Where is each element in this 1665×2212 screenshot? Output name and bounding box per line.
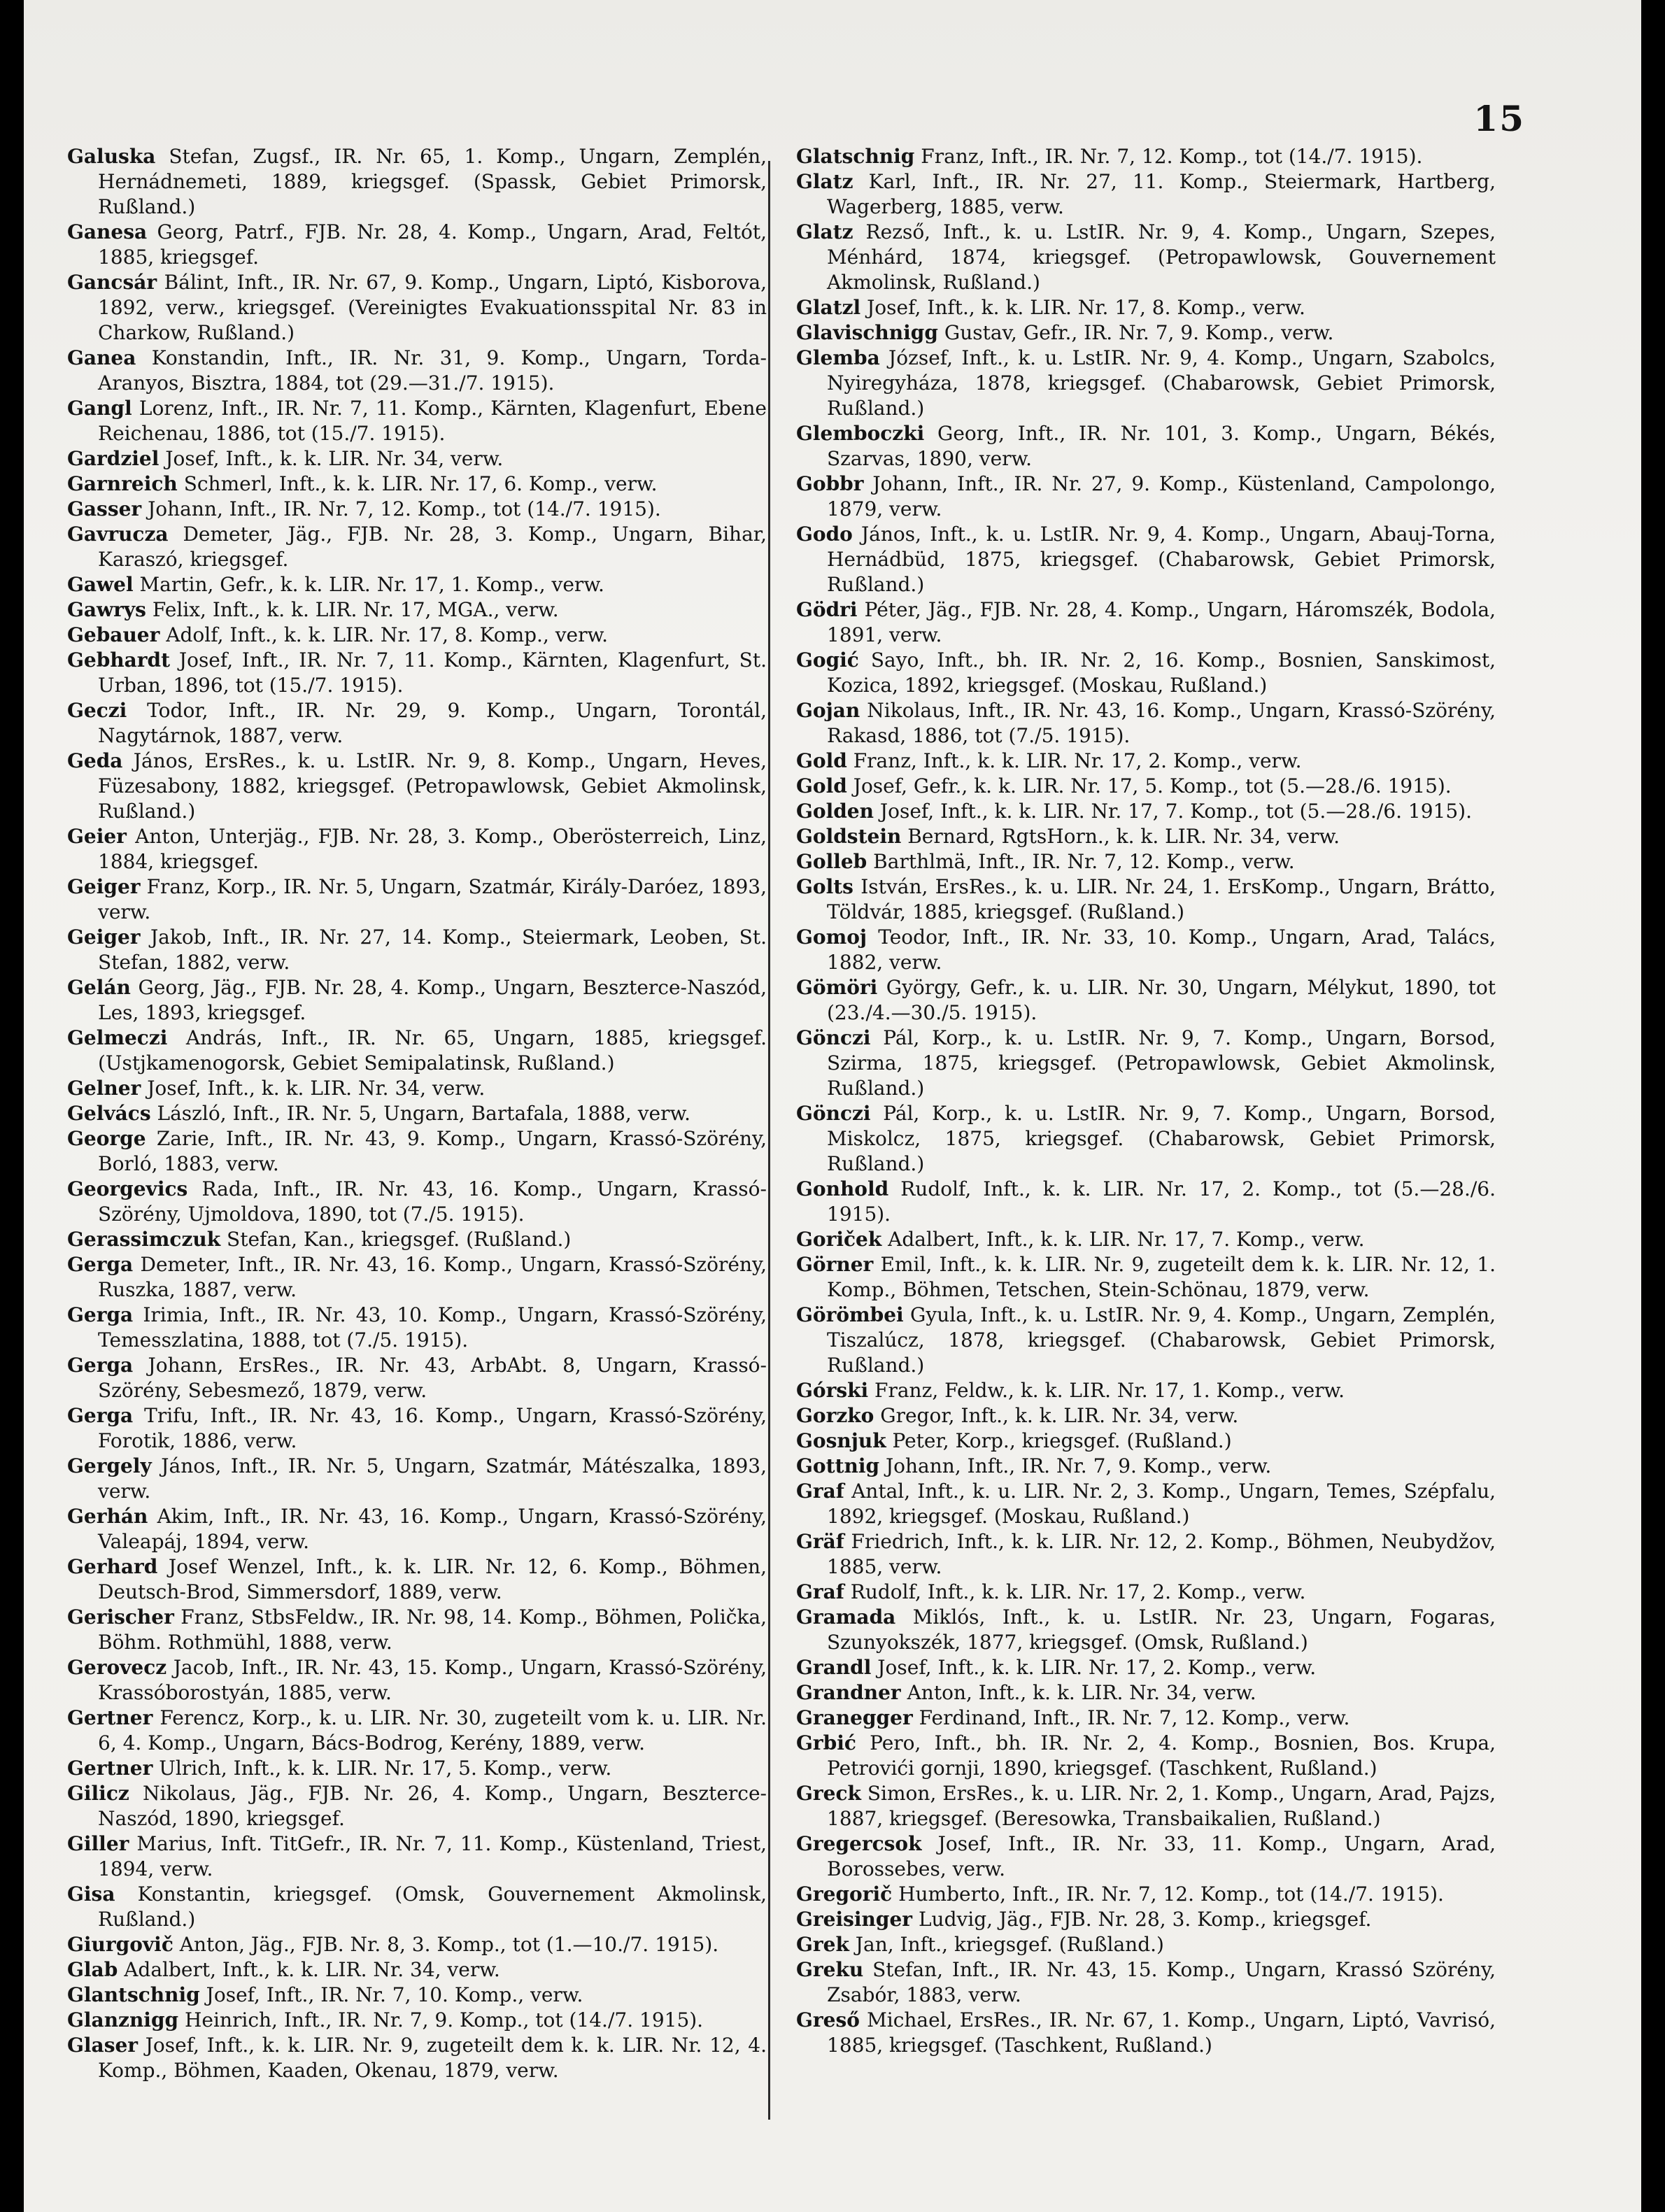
entry-details: Stefan, Inft., IR. Nr. 43, 15. Komp., Ungarn, Krassó Szörény, Zsabór, 1883, verw. [827, 1958, 1496, 2006]
entry-details: Konstandin, Inft., IR. Nr. 31, 9. Komp., Ungarn, Torda-Aranyos, Bisztra, 1884, tot (29.—31./7. 1915). [98, 346, 767, 395]
entry-details: Akim, Inft., IR. Nr. 43, 16. Komp., Ungarn, Krassó-Szörény, Valeapáj, 1894, verw. [98, 1505, 767, 1553]
entry-surname: Gertner [67, 1757, 153, 1780]
entry-surname: Glaser [67, 2034, 139, 2057]
casualty-entry [796, 522, 1496, 597]
entry-surname: Gerischer [67, 1605, 174, 1629]
casualty-entry [67, 623, 767, 648]
casualty-entry [796, 1957, 1496, 2008]
entry-surname: Giller [67, 1832, 129, 1855]
entry-details: Teodor, Inft., IR. Nr. 33, 10. Komp., Ungarn, Arad, Talács, 1882, verw. [827, 926, 1496, 974]
entry-surname: Gojan [796, 699, 860, 722]
entry-details: Anton, Inft., k. k. LIR. Nr. 34, verw. [907, 1681, 1256, 1704]
entry-details: Péter, Jäg., FJB. Nr. 28, 4. Komp., Ungarn, Háromszék, Bodola, 1891, verw. [827, 598, 1496, 646]
entry-surname: Görner [796, 1253, 874, 1276]
entry-surname: Gerga [67, 1404, 134, 1427]
casualty-entry [67, 396, 767, 446]
entry-surname: Gerga [67, 1303, 134, 1326]
casualty-entry [796, 169, 1496, 220]
casualty-entry [67, 346, 767, 396]
casualty-entry [67, 1227, 767, 1252]
entry-details: György, Gefr., k. u. LIR. Nr. 30, Ungarn, Mélykut, 1890, tot (23./4.—30./5. 1915). [827, 976, 1496, 1024]
casualty-entry [796, 698, 1496, 749]
entry-details: Franz, Feldw., k. k. LIR. Nr. 17, 1. Komp., verw. [874, 1379, 1345, 1402]
casualty-entry [796, 144, 1496, 169]
entry-details: József, Inft., k. u. LstIR. Nr. 9, 4. Komp., Ungarn, Szabolcs, Nyiregyháza, 1878, kriegsgef. (Chabarowsk, Gebiet Primorsk, Rußland.) [827, 346, 1496, 420]
casualty-entry [796, 1882, 1496, 1907]
casualty-entry [796, 1932, 1496, 1957]
entry-surname: Gerga [67, 1354, 134, 1377]
entry-details: Bálint, Inft., IR. Nr. 67, 9. Komp., Ungarn, Liptó, Kisborova, 1892, verw., kriegsgef. (Vereinigtes Evakuationsspital Nr. 83 in Charkow, Rußland.) [98, 271, 767, 344]
entry-details: Michael, ErsRes., IR. Nr. 67, 1. Komp., Ungarn, Liptó, Vavrisó, 1885, kriegsgef. (Taschkent, Rußland.) [827, 2008, 1496, 2057]
scan-border-right [1641, 0, 1665, 2212]
casualty-entry [67, 1655, 767, 1706]
entry-surname: Glantschnig [67, 1983, 200, 2006]
entry-details: Martin, Gefr., k. k. LIR. Nr. 17, 1. Komp., verw. [139, 573, 604, 596]
casualty-entry [796, 1177, 1496, 1227]
casualty-entry [796, 1655, 1496, 1680]
entry-surname: Gergely [67, 1454, 152, 1477]
entry-surname: Granegger [796, 1706, 913, 1729]
entry-details: Pero, Inft., bh. IR. Nr. 2, 4. Komp., Bosnien, Bos. Krupa, Petrovići gornji, 1890, kriegsgef. (Taschkent, Rußland.) [827, 1731, 1496, 1780]
entry-details: Josef, Inft., k. k. LIR. Nr. 17, 7. Komp., tot (5.—28./6. 1915). [879, 800, 1472, 823]
casualty-entry [67, 220, 767, 270]
entry-details: Emil, Inft., k. k. LIR. Nr. 9, zugeteilt dem k. k. LIR. Nr. 12, 1. Komp., Böhmen, Tetschen, Stein-Schönau, 1879, verw. [827, 1253, 1496, 1301]
casualty-entry [796, 1479, 1496, 1529]
entry-details: Nikolaus, Inft., IR. Nr. 43, 16. Komp., Ungarn, Krassó-Szörény, Rakasd, 1886, tot (7./5. 1915). [827, 699, 1496, 747]
casualty-entry [796, 1605, 1496, 1655]
entry-details: Johann, Inft., IR. Nr. 27, 9. Komp., Küstenland, Campolongo, 1879, verw. [827, 472, 1496, 520]
entry-surname: Gerga [67, 1253, 134, 1276]
entry-details: Georg, Inft., IR. Nr. 101, 3. Komp., Ungarn, Békés, Szarvas, 1890, verw. [827, 422, 1496, 470]
entry-surname: Gorzko [796, 1404, 874, 1427]
entry-details: Rada, Inft., IR. Nr. 43, 16. Komp., Ungarn, Krassó-Szörény, Ujmoldova, 1890, tot (7./5. 1915). [98, 1177, 767, 1226]
left-column [67, 144, 767, 2083]
casualty-entry [67, 270, 767, 346]
entry-details: Trifu, Inft., IR. Nr. 43, 16. Komp., Ungarn, Krassó-Szörény, Forotik, 1886, verw. [98, 1404, 767, 1452]
entry-surname: Gerhán [67, 1505, 148, 1528]
entry-details: István, ErsRes., k. u. LIR. Nr. 24, 1. ErsKomp., Ungarn, Brátto, Töldvár, 1885, kriegsgef. (Rußland.) [827, 875, 1496, 923]
entry-details: Gustav, Gefr., IR. Nr. 7, 9. Komp., verw. [944, 321, 1334, 344]
entry-surname: Greku [796, 1958, 864, 1981]
entry-surname: Giurgovič [67, 1933, 173, 1956]
casualty-entry [796, 1378, 1496, 1403]
entry-details: Josef, Inft., k. k. LIR. Nr. 34, verw. [147, 1077, 486, 1100]
casualty-entry [796, 824, 1496, 849]
entry-surname: Geier [67, 825, 127, 848]
entry-details: Miklós, Inft., k. u. LstIR. Nr. 23, Ungarn, Fogaras, Szunyokszék, 1877, kriegsgef. (Omsk, Rußland.) [827, 1605, 1496, 1654]
entry-surname: Gold [796, 749, 847, 772]
casualty-entry [796, 1731, 1496, 1781]
entry-surname: Gasser [67, 497, 142, 520]
entry-details: Rudolf, Inft., k. k. LIR. Nr. 17, 2. Komp., verw. [850, 1580, 1306, 1603]
entry-surname: Gönczi [796, 1102, 871, 1125]
entry-surname: Glatz [796, 170, 853, 193]
casualty-entry [796, 1026, 1496, 1101]
entry-details: Barthlmä, Inft., IR. Nr. 7, 12. Komp., verw. [873, 850, 1295, 873]
entry-surname: Grbić [796, 1731, 856, 1754]
casualty-entry [796, 849, 1496, 874]
entry-surname: Gomoj [796, 926, 867, 949]
casualty-entry [67, 824, 767, 874]
entry-details: Pál, Korp., k. u. LstIR. Nr. 9, 7. Komp., Ungarn, Borsod, Miskolcz, 1875, kriegsgef. (Chabarowsk, Gebiet Primorsk, Rußland.) [827, 1102, 1496, 1175]
entry-surname: Golleb [796, 850, 867, 873]
casualty-entry [67, 472, 767, 497]
entry-details: Irimia, Inft., IR. Nr. 43, 10. Komp., Ungarn, Krassó-Szörény, Temesszlatina, 1888, tot (7./5. 1915). [98, 1303, 767, 1352]
entry-details: Antal, Inft., k. u. LIR. Nr. 2, 3. Komp., Ungarn, Temes, Szépfalu, 1892, kriegsgef. (Moskau, Rußland.) [827, 1480, 1496, 1528]
casualty-entry [796, 1403, 1496, 1428]
entry-details: Johann, Inft., IR. Nr. 7, 9. Komp., verw. [885, 1454, 1272, 1477]
entry-surname: Górski [796, 1379, 869, 1402]
casualty-entry [796, 1580, 1496, 1605]
casualty-entry [796, 925, 1496, 975]
casualty-entry [796, 1428, 1496, 1454]
entry-surname: Geda [67, 749, 123, 772]
entry-details: Franz, Korp., IR. Nr. 5, Ungarn, Szatmár, Király-Daróez, 1893, verw. [98, 875, 767, 923]
entry-surname: Goldstein [796, 825, 902, 848]
entry-surname: Glatzl [796, 296, 861, 319]
entry-surname: Gelmeczi [67, 1026, 168, 1049]
entry-surname: Gömöri [796, 976, 878, 999]
casualty-entry [67, 1504, 767, 1554]
entry-surname: Glatschnig [796, 145, 915, 168]
casualty-entry [67, 1882, 767, 1932]
entry-surname: Goriček [796, 1228, 882, 1251]
entry-surname: Gawel [67, 573, 134, 596]
entry-surname: Gebhardt [67, 648, 171, 672]
entry-details: Demeter, Jäg., FJB. Nr. 28, 3. Komp., Ungarn, Bihar, Karaszó, kriegsgef. [98, 523, 767, 571]
casualty-entry [67, 1252, 767, 1303]
entry-details: Franz, Inft., k. k. LIR. Nr. 17, 2. Komp., verw. [853, 749, 1302, 772]
entry-surname: Gisa [67, 1883, 115, 1906]
entry-surname: Gancsár [67, 271, 157, 294]
casualty-entry [67, 1403, 767, 1454]
casualty-entry [67, 1554, 767, 1605]
entry-details: Rezső, Inft., k. u. LstIR. Nr. 9, 4. Komp., Ungarn, Szepes, Ménhárd, 1874, kriegsgef. (Petropawlowsk, Gouvernement Akmolinsk, Rußland.) [827, 220, 1496, 294]
casualty-entry [796, 1252, 1496, 1303]
entry-surname: Greső [796, 2008, 860, 2032]
entry-details: Felix, Inft., k. k. LIR. Nr. 17, MGA., verw. [152, 598, 559, 621]
right-column [796, 144, 1496, 2058]
casualty-entry [67, 1781, 767, 1831]
entry-details: Stefan, Zugsf., IR. Nr. 65, 1. Komp., Ungarn, Zemplén, Hernádnemeti, 1889, kriegsgef. (Spassk, Gebiet Primorsk, Rußland.) [98, 145, 767, 218]
casualty-entry [796, 346, 1496, 421]
entry-details: Josef, Gefr., k. k. LIR. Nr. 17, 5. Komp., tot (5.—28./6. 1915). [853, 774, 1452, 797]
casualty-entry [796, 1529, 1496, 1580]
entry-details: Johann, ErsRes., IR. Nr. 43, ArbAbt. 8, Ungarn, Krassó-Szörény, Sebesmező, 1879, verw. [98, 1354, 767, 1402]
entry-surname: Golden [796, 800, 874, 823]
entry-details: Adalbert, Inft., k. k. LIR. Nr. 17, 7. Komp., verw. [888, 1228, 1365, 1251]
entry-details: Josef, Inft., k. k. LIR. Nr. 9, zugeteilt dem k. k. LIR. Nr. 12, 4. Komp., Böhmen, Kaaden, Okenau, 1879, verw. [98, 2034, 767, 2082]
entry-surname: Graf [796, 1580, 844, 1603]
casualty-entry [67, 1831, 767, 1882]
casualty-entry [67, 144, 767, 220]
casualty-entry [796, 1907, 1496, 1932]
casualty-entry [796, 1101, 1496, 1177]
entry-details: Ferencz, Korp., k. u. LIR. Nr. 30, zugeteilt vom k. u. LIR. Nr. 6, 4. Komp., Ungarn, Bács-Bodrog, Kerény, 1889, verw. [98, 1706, 767, 1754]
casualty-entry [796, 1227, 1496, 1252]
casualty-entry [796, 648, 1496, 698]
entry-surname: Greisinger [796, 1908, 913, 1931]
entry-surname: Glatz [796, 220, 853, 243]
casualty-entry [67, 874, 767, 925]
entry-surname: Gerhard [67, 1555, 158, 1578]
casualty-entry [796, 1831, 1496, 1882]
entry-surname: Gobbr [796, 472, 864, 495]
casualty-entry [796, 1303, 1496, 1378]
casualty-entry [67, 522, 767, 572]
entry-surname: Gangl [67, 397, 132, 420]
casualty-entry [67, 1756, 767, 1781]
casualty-entry [67, 1303, 767, 1353]
casualty-entry [67, 1605, 767, 1655]
entry-details: Karl, Inft., IR. Nr. 27, 11. Komp., Steiermark, Hartberg, Wagerberg, 1885, verw. [827, 170, 1496, 218]
entry-surname: Gonhold [796, 1177, 889, 1200]
entry-details: János, Inft., k. u. LstIR. Nr. 9, 4. Komp., Ungarn, Abauj-Torna, Hernádbüd, 1875, kriegsgef. (Chabarowsk, Gebiet Primorsk, Rußland.) [827, 523, 1496, 596]
casualty-entry [796, 320, 1496, 346]
column-divider [768, 161, 770, 2120]
entry-details: Jakob, Inft., IR. Nr. 27, 14. Komp., Steiermark, Leoben, St. Stefan, 1882, verw. [98, 926, 767, 974]
casualty-entry [796, 295, 1496, 320]
casualty-entry [796, 774, 1496, 799]
casualty-entry [796, 597, 1496, 648]
entry-surname: Gregercsok [796, 1832, 922, 1855]
entry-surname: Glemboczki [796, 422, 925, 445]
casualty-entry [67, 1353, 767, 1403]
entry-details: Humberto, Inft., IR. Nr. 7, 12. Komp., tot (14./7. 1915). [898, 1883, 1444, 1906]
entry-surname: Gödri [796, 598, 858, 621]
entry-surname: Georgevics [67, 1177, 188, 1200]
casualty-entry [796, 421, 1496, 472]
entry-details: Josef, Inft., k. k. LIR. Nr. 17, 8. Komp., verw. [867, 296, 1305, 319]
entry-details: Josef, Inft., IR. Nr. 7, 11. Komp., Kärnten, Klagenfurt, St. Urban, 1896, tot (15./7. 1915). [98, 648, 767, 697]
casualty-entry [67, 1706, 767, 1756]
entry-surname: Grek [796, 1933, 849, 1956]
casualty-entry [796, 749, 1496, 774]
entry-surname: Gramada [796, 1605, 896, 1629]
casualty-entry [796, 220, 1496, 295]
entry-surname: Gawrys [67, 598, 146, 621]
entry-details: Josef, Inft., IR. Nr. 7, 10. Komp., verw. [206, 1983, 583, 2006]
entry-details: Ferdinand, Inft., IR. Nr. 7, 12. Komp., verw. [919, 1706, 1350, 1729]
entry-surname: Geczi [67, 699, 127, 722]
entry-details: Josef Wenzel, Inft., k. k. LIR. Nr. 12, 6. Komp., Böhmen, Deutsch-Brod, Simmersdorf, 1889, verw. [98, 1555, 767, 1603]
casualty-entry [67, 1957, 767, 1983]
entry-surname: Geiger [67, 926, 141, 949]
entry-details: Zarie, Inft., IR. Nr. 43, 9. Komp., Ungarn, Krassó-Szörény, Borló, 1883, verw. [98, 1127, 767, 1175]
casualty-entry [67, 1983, 767, 2008]
casualty-entry [67, 1126, 767, 1177]
entry-details: Heinrich, Inft., IR. Nr. 7, 9. Komp., tot (14./7. 1915). [185, 2008, 704, 2032]
entry-details: János, Inft., IR. Nr. 5, Ungarn, Szatmár, Mátészalka, 1893, verw. [98, 1454, 767, 1503]
entry-details: Demeter, Inft., IR. Nr. 43, 16. Komp., Ungarn, Krassó-Szörény, Ruszka, 1887, verw. [98, 1253, 767, 1301]
entry-details: János, ErsRes., k. u. LstIR. Nr. 9, 8. Komp., Ungarn, Heves, Füzesabony, 1882, kriegsgef. (Petropawlowsk, Gebiet Akmolinsk, Rußland.) [98, 749, 767, 823]
casualty-entry [67, 749, 767, 824]
entry-details: Sayo, Inft., bh. IR. Nr. 2, 16. Komp., Bosnien, Sanskimost, Kozica, 1892, kriegsgef. (Moskau, Rußland.) [827, 648, 1496, 697]
entry-details: Ulrich, Inft., k. k. LIR. Nr. 17, 5. Komp., verw. [159, 1757, 612, 1780]
entry-surname: Geiger [67, 875, 141, 898]
casualty-entry [67, 572, 767, 597]
entry-surname: Ganesa [67, 220, 148, 243]
entry-details: Stefan, Kan., kriegsgef. (Rußland.) [227, 1228, 572, 1251]
page-number: 15 [1473, 98, 1525, 139]
casualty-entry [67, 1076, 767, 1101]
entry-surname: Glanznigg [67, 2008, 179, 2032]
casualty-entry [67, 975, 767, 1026]
entry-details: Georg, Jäg., FJB. Nr. 28, 4. Komp., Ungarn, Beszterce-Naszód, Les, 1893, kriegsgef. [98, 976, 767, 1024]
entry-details: Gyula, Inft., k. u. LstIR. Nr. 9, 4. Komp., Ungarn, Zemplén, Tiszalúcz, 1878, kriegsgef. (Chabarowsk, Gebiet Primorsk, Rußland.) [827, 1303, 1496, 1377]
casualty-entry [67, 925, 767, 975]
entry-details: Simon, ErsRes., k. u. LIR. Nr. 2, 1. Komp., Ungarn, Arad, Pajzs, 1887, kriegsgef. (Beresowka, Transbaikalien, Rußland.) [827, 1782, 1496, 1830]
casualty-entry [796, 1454, 1496, 1479]
entry-details: Franz, Inft., IR. Nr. 7, 12. Komp., tot (14./7. 1915). [921, 145, 1423, 168]
entry-surname: Glavischnigg [796, 321, 938, 344]
entry-details: Rudolf, Inft., k. k. LIR. Nr. 17, 2. Komp., tot (5.—28./6. 1915). [827, 1177, 1496, 1226]
casualty-entry [67, 497, 767, 522]
entry-surname: Greck [796, 1782, 861, 1805]
entry-surname: George [67, 1127, 146, 1150]
entry-details: Nikolaus, Jäg., FJB. Nr. 26, 4. Komp., Ungarn, Beszterce-Naszód, 1890, kriegsgef. [98, 1782, 767, 1830]
entry-details: Bernard, RgtsHorn., k. k. LIR. Nr. 34, verw. [907, 825, 1340, 848]
casualty-entry [67, 1454, 767, 1504]
entry-details: Konstantin, kriegsgef. (Omsk, Gouvernement Akmolinsk, Rußland.) [98, 1883, 767, 1931]
casualty-entry [796, 799, 1496, 824]
scan-border-left [0, 0, 24, 2212]
entry-details: Josef, Inft., k. k. LIR. Nr. 34, verw. [165, 447, 504, 470]
entry-surname: Glemba [796, 346, 880, 369]
entry-details: Ludvig, Jäg., FJB. Nr. 28, 3. Komp., kriegsgef. [918, 1908, 1372, 1931]
entry-details: Josef, Inft., k. k. LIR. Nr. 17, 2. Komp., verw. [877, 1656, 1317, 1679]
entry-details: Marius, Inft. TitGefr., IR. Nr. 7, 11. Komp., Küstenland, Triest, 1894, verw. [98, 1832, 767, 1880]
entry-details: Todor, Inft., IR. Nr. 29, 9. Komp., Ungarn, Torontál, Nagytárnok, 1887, verw. [98, 699, 767, 747]
casualty-entry [796, 1680, 1496, 1706]
entry-surname: Golts [796, 875, 853, 898]
casualty-entry [67, 597, 767, 623]
entry-surname: Gönczi [796, 1026, 871, 1049]
entry-details: András, Inft., IR. Nr. 65, Ungarn, 1885, kriegsgef. (Ustjkamenogorsk, Gebiet Semipalatinsk, Rußland.) [98, 1026, 767, 1075]
casualty-entry [67, 648, 767, 698]
entry-surname: Gottnig [796, 1454, 880, 1477]
entry-details: Gregor, Inft., k. k. LIR. Nr. 34, verw. [880, 1404, 1239, 1427]
entry-surname: Gavrucza [67, 523, 169, 546]
entry-surname: Gardziel [67, 447, 160, 470]
casualty-entry [796, 2008, 1496, 2058]
casualty-entry [796, 975, 1496, 1026]
entry-surname: Gelán [67, 976, 131, 999]
entry-details: Anton, Unterjäg., FJB. Nr. 28, 3. Komp., Oberösterreich, Linz, 1884, kriegsgef. [98, 825, 767, 873]
entry-details: Franz, StbsFeldw., IR. Nr. 98, 14. Komp., Böhmen, Polička, Böhm. Rothmühl, 1888, verw. [98, 1605, 767, 1654]
entry-surname: Ganea [67, 346, 136, 369]
casualty-entry [67, 2033, 767, 2083]
entry-surname: Grandner [796, 1681, 901, 1704]
entry-details: László, Inft., IR. Nr. 5, Ungarn, Bartafala, 1888, verw. [157, 1102, 691, 1125]
entry-details: Georg, Patrf., FJB. Nr. 28, 4. Komp., Ungarn, Arad, Feltót, 1885, kriegsgef. [98, 220, 767, 269]
casualty-entry [67, 446, 767, 472]
casualty-entry [67, 1101, 767, 1126]
entry-details: Lorenz, Inft., IR. Nr. 7, 11. Komp., Kärnten, Klagenfurt, Ebene Reichenau, 1886, tot (15./7. 1915). [98, 397, 767, 445]
entry-details: Friedrich, Inft., k. k. LIR. Nr. 12, 2. Komp., Böhmen, Neubydžov, 1885, verw. [827, 1530, 1496, 1578]
entry-surname: Gosnjuk [796, 1429, 886, 1452]
entry-surname: Gelner [67, 1077, 141, 1100]
entry-details: Johann, Inft., IR. Nr. 7, 12. Komp., tot (14./7. 1915). [148, 497, 661, 520]
entry-surname: Galuska [67, 145, 156, 168]
entry-surname: Gold [796, 774, 847, 797]
entry-details: Peter, Korp., kriegsgef. (Rußland.) [892, 1429, 1232, 1452]
entry-surname: Godo [796, 523, 853, 546]
entry-details: Jacob, Inft., IR. Nr. 43, 15. Komp., Ungarn, Krassó-Szörény, Krassóborostyán, 1885, verw. [98, 1656, 767, 1704]
entry-details: Josef, Inft., IR. Nr. 33, 11. Komp., Ungarn, Arad, Borossebes, verw. [827, 1832, 1496, 1880]
casualty-entry [796, 472, 1496, 522]
entry-surname: Grandl [796, 1656, 872, 1679]
entry-surname: Gerovecz [67, 1656, 167, 1679]
casualty-entry [796, 1706, 1496, 1731]
entry-surname: Gilicz [67, 1782, 129, 1805]
entry-surname: Gelvács [67, 1102, 151, 1125]
entry-surname: Gertner [67, 1706, 153, 1729]
entry-surname: Gräf [796, 1530, 844, 1553]
casualty-entry [67, 1932, 767, 1957]
entry-details: Adalbert, Inft., k. k. LIR. Nr. 34, verw. [124, 1958, 500, 1981]
entry-details: Anton, Jäg., FJB. Nr. 8, 3. Komp., tot (1.—10./7. 1915). [179, 1933, 719, 1956]
casualty-entry [67, 698, 767, 749]
casualty-entry [67, 1177, 767, 1227]
entry-surname: Glab [67, 1958, 118, 1981]
entry-details: Jan, Inft., kriegsgef. (Rußland.) [855, 1933, 1164, 1956]
entry-surname: Garnreich [67, 472, 178, 495]
entry-details: Schmerl, Inft., k. k. LIR. Nr. 17, 6. Komp., verw. [183, 472, 658, 495]
entry-surname: Gogić [796, 648, 859, 672]
casualty-entry [796, 874, 1496, 925]
entry-details: Adolf, Inft., k. k. LIR. Nr. 17, 8. Komp., verw. [166, 623, 609, 646]
casualty-entry [67, 2008, 767, 2033]
entry-surname: Görömbei [796, 1303, 904, 1326]
entry-details: Pál, Korp., k. u. LstIR. Nr. 9, 7. Komp., Ungarn, Borsod, Szirma, 1875, kriegsgef. (Petropawlowsk, Gebiet Akmolinsk, Rußland.) [827, 1026, 1496, 1100]
casualty-entry [67, 1026, 767, 1076]
entry-surname: Graf [796, 1480, 844, 1503]
entry-surname: Gerassimczuk [67, 1228, 221, 1251]
casualty-entry [796, 1781, 1496, 1831]
entry-surname: Gregorič [796, 1883, 893, 1906]
entry-surname: Gebauer [67, 623, 160, 646]
